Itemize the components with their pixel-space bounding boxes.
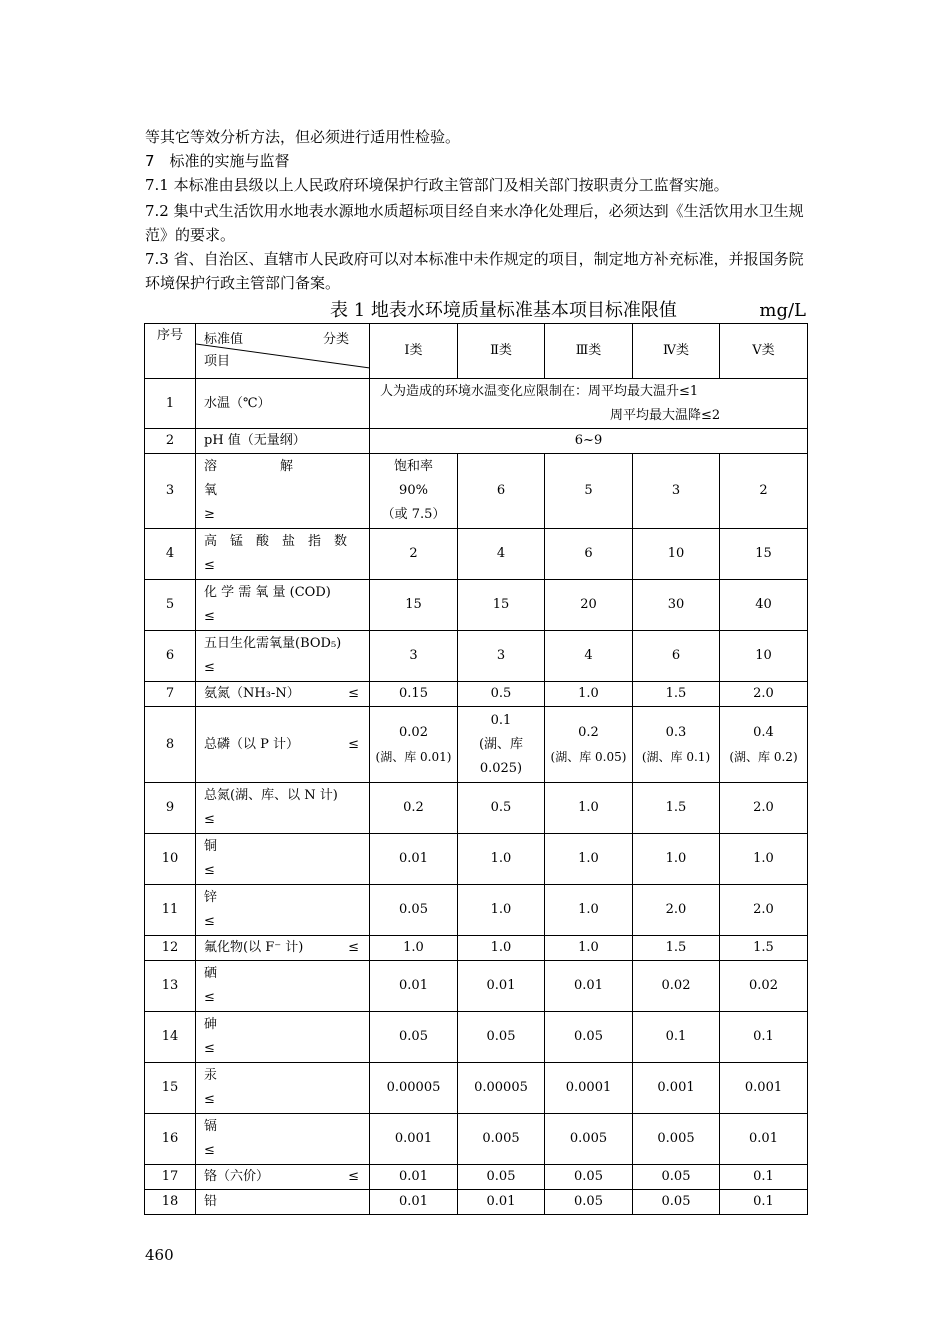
value-cell: 0.02 (720, 961, 808, 1012)
comparison-symbol: ≤ (348, 736, 359, 752)
row-seq: 3 (145, 454, 196, 529)
value-cell: 1.0 (458, 885, 545, 936)
value-cell: 4 (458, 529, 545, 580)
table-header-row (145, 324, 808, 379)
paragraph-continuation: 等其它等效分析方法，但必须进行适用性检验。 (145, 128, 461, 146)
item-name: 总磷（以 P 计） (204, 736, 300, 752)
value-cell: 15 (370, 580, 458, 631)
value-cell: 20 (545, 580, 633, 631)
value-cell: 0.05 (458, 1165, 545, 1190)
value-cell: 1.5 (720, 936, 808, 961)
row-item: 水温（℃） (196, 379, 370, 429)
value-cell: 0.1 (720, 1165, 808, 1190)
item-name: 硒 (204, 966, 218, 981)
standards-table (144, 323, 808, 1215)
value-cell: 2.0 (633, 885, 720, 936)
value-cell: 0.05 (370, 885, 458, 936)
row-item (196, 885, 370, 936)
value-cell: 10 (720, 631, 808, 682)
value-cell: 2 (370, 529, 458, 580)
row-item (196, 580, 370, 631)
value-line: (湖、库 0.05) (550, 749, 627, 764)
value-cell: 2 (720, 454, 808, 529)
value-cell: 6 (633, 631, 720, 682)
row-item (196, 1012, 370, 1063)
row-seq: 13 (145, 961, 196, 1012)
value-cell (633, 707, 720, 783)
comparison-symbol: ≤ (204, 812, 215, 827)
table-row (145, 454, 808, 529)
value-cell: 0.2 (370, 783, 458, 834)
temp-rise-limit: 人为造成的环境水温变化应限制在：周平均最大温升≤1 (380, 383, 699, 399)
value-cell: 0.05 (633, 1165, 720, 1190)
row-seq: 2 (145, 429, 196, 454)
diagonal-header-cell (196, 324, 370, 379)
table-unit: mg/L (759, 300, 806, 321)
value-cell: 4 (545, 631, 633, 682)
table-row (145, 1012, 808, 1063)
table-row (145, 961, 808, 1012)
value-cell: 0.00005 (370, 1063, 458, 1114)
value-cell: 6 (458, 454, 545, 529)
value-cell: 0.05 (633, 1190, 720, 1215)
value-cell: 0.05 (370, 1012, 458, 1063)
category-label: 分类 (322, 332, 349, 347)
row-item (196, 454, 370, 529)
value-cell: 1.0 (633, 834, 720, 885)
value-cell: 0.005 (545, 1114, 633, 1165)
item-name: 五日生化需氧量(BOD₅) (204, 636, 342, 651)
value-cell: 0.15 (370, 682, 458, 707)
value-line: 0.025) (479, 760, 523, 776)
value-cell: 0.01 (370, 1190, 458, 1215)
table-row (145, 379, 808, 429)
value-cell: 0.5 (458, 682, 545, 707)
value-cell: 1.0 (545, 885, 633, 936)
value-cell: 0.01 (370, 1165, 458, 1190)
row-seq: 9 (145, 783, 196, 834)
table-row (145, 631, 808, 682)
value-cell: 0.00005 (458, 1063, 545, 1114)
value-cell: 30 (633, 580, 720, 631)
value-cell: 0.001 (633, 1063, 720, 1114)
value-cell: 1.0 (545, 936, 633, 961)
table-row (145, 529, 808, 580)
value-line: (湖、库 (478, 736, 524, 752)
value-cell (370, 707, 458, 783)
row-item: 铅 (196, 1190, 370, 1215)
value-cell: 3 (370, 631, 458, 682)
row-item (196, 529, 370, 580)
item-name: 铜 (204, 839, 218, 854)
value-cell: 5 (545, 454, 633, 529)
item-name: 氟化物(以 F⁻ 计) (204, 940, 304, 955)
page-number: 460 (145, 1246, 174, 1264)
value-line: (湖、库 0.2) (729, 749, 798, 764)
value-cell: 1.0 (370, 936, 458, 961)
value-cell: 1.5 (633, 682, 720, 707)
comparison-symbol: ≥ (204, 507, 215, 522)
seq-header: 序号 (145, 324, 196, 379)
comparison-symbol: ≤ (204, 914, 215, 929)
table-row (145, 682, 808, 707)
row-item (196, 783, 370, 834)
table-row (145, 1063, 808, 1114)
item-name: 汞 (204, 1068, 218, 1083)
comparison-symbol: ≤ (348, 686, 359, 701)
value-cell: 1.0 (545, 834, 633, 885)
comparison-symbol: ≤ (204, 609, 215, 624)
row-seq: 6 (145, 631, 196, 682)
class-header: Ⅴ类 (720, 324, 808, 379)
value-cell: 0.01 (545, 961, 633, 1012)
value-cell: 1.0 (458, 834, 545, 885)
value-line: 0.1 (490, 712, 512, 728)
row-seq: 1 (145, 379, 196, 429)
value-cell: 0.05 (545, 1190, 633, 1215)
class-header: Ⅲ类 (545, 324, 633, 379)
value-cell: 0.1 (633, 1012, 720, 1063)
row-item: pH 值（无量纲） (196, 429, 370, 454)
value-cell: 0.1 (720, 1190, 808, 1215)
value-cell: 2.0 (720, 885, 808, 936)
value-cell: 2.0 (720, 783, 808, 834)
value-cell: 40 (720, 580, 808, 631)
table-row (145, 1114, 808, 1165)
table-row (145, 834, 808, 885)
value-cell: 10 (633, 529, 720, 580)
value-cell: 3 (633, 454, 720, 529)
row-seq: 7 (145, 682, 196, 707)
value-cell: 0.005 (458, 1114, 545, 1165)
row-seq: 14 (145, 1012, 196, 1063)
class-header: Ⅱ类 (458, 324, 545, 379)
comparison-symbol: ≤ (348, 940, 359, 955)
value-line: (湖、库 0.01) (375, 749, 452, 764)
row-item (196, 1114, 370, 1165)
item-name: 氨氮（NH₃-N） (204, 686, 300, 701)
value-cell: 0.0001 (545, 1063, 633, 1114)
section-heading: 7 标准的实施与监督 (145, 152, 290, 170)
item-name: 化 学 需 氧 量 (COD) (204, 585, 331, 600)
value-cell: 0.001 (370, 1114, 458, 1165)
table-row (145, 885, 808, 936)
comparison-symbol: ≤ (204, 558, 215, 573)
table-title: 表 1 地表水环境质量标准基本项目标准限值 (330, 300, 677, 321)
value-line: （或 7.5） (381, 507, 446, 522)
table-row (145, 1165, 808, 1190)
ph-range: 6~9 (370, 429, 808, 454)
row-item (196, 631, 370, 682)
value-cell: 0.01 (720, 1114, 808, 1165)
row-item (196, 707, 370, 783)
row-item (196, 1165, 370, 1190)
value-cell: 2.0 (720, 682, 808, 707)
item-name: 锌 (204, 890, 218, 905)
table-row (145, 783, 808, 834)
value-cell: 6 (545, 529, 633, 580)
comparison-symbol: ≤ (204, 1092, 215, 1107)
comparison-symbol: ≤ (348, 1169, 359, 1184)
comparison-symbol: ≤ (204, 1041, 215, 1056)
row-seq: 12 (145, 936, 196, 961)
value-cell: 0.01 (458, 961, 545, 1012)
value-cell: 0.5 (458, 783, 545, 834)
row-item (196, 936, 370, 961)
value-cell: 0.05 (545, 1012, 633, 1063)
value-cell: 15 (720, 529, 808, 580)
value-cell (545, 707, 633, 783)
row-item (196, 961, 370, 1012)
value-line: 0.2 (578, 724, 599, 740)
row-item (196, 682, 370, 707)
value-cell (720, 707, 808, 783)
item-name: 溶 解 氧 (204, 459, 357, 498)
value-cell: 1.0 (720, 834, 808, 885)
row-item (196, 834, 370, 885)
paragraph-7-2: 7.2 集中式生活饮用水地表水源地水质超标项目经自来水净化处理后，必须达到《生活饮用水卫生规范》的要求。 (145, 202, 804, 244)
table-row (145, 1190, 808, 1215)
row-seq: 15 (145, 1063, 196, 1114)
item-name: 总氮(湖、库、以 N 计) (204, 788, 338, 803)
table-row (145, 936, 808, 961)
class-header: Ⅰ类 (370, 324, 458, 379)
value-cell: 1.5 (633, 783, 720, 834)
table-row (145, 429, 808, 454)
comparison-symbol: ≤ (204, 660, 215, 675)
row-item (196, 1063, 370, 1114)
value-cell: 3 (458, 631, 545, 682)
item-name: 砷 (204, 1017, 218, 1032)
value-cell: 0.05 (458, 1012, 545, 1063)
row-seq: 8 (145, 707, 196, 783)
row-seq: 18 (145, 1190, 196, 1215)
item-label: 项目 (204, 354, 231, 369)
value-line: 0.4 (753, 724, 774, 740)
value-cell (370, 454, 458, 529)
value-cell: 0.01 (458, 1190, 545, 1215)
value-line: (湖、库 0.1) (641, 749, 711, 764)
value-cell: 15 (458, 580, 545, 631)
value-cell: 1.5 (633, 936, 720, 961)
class-header: Ⅳ类 (633, 324, 720, 379)
value-cell: 0.001 (720, 1063, 808, 1114)
value-cell: 0.01 (370, 961, 458, 1012)
temp-fall-limit: 周平均最大温降≤2 (610, 407, 721, 423)
standard-value-label: 标准值 (204, 332, 244, 347)
value-cell: 0.02 (633, 961, 720, 1012)
row-seq: 16 (145, 1114, 196, 1165)
value-cell: 0.005 (633, 1114, 720, 1165)
row-seq: 17 (145, 1165, 196, 1190)
item-name: 铬（六价） (204, 1169, 270, 1184)
value-line: 0.02 (399, 724, 428, 740)
value-cell: 0.1 (720, 1012, 808, 1063)
value-line: 0.3 (665, 724, 687, 740)
paragraph-7-3: 7.3 省、自治区、直辖市人民政府可以对本标准中未作规定的项目，制定地方补充标准，并报国务院环境保护行政主管部门备案。 (145, 250, 804, 292)
comparison-symbol: ≤ (204, 863, 215, 878)
value-cell: 1.0 (545, 682, 633, 707)
table-row (145, 707, 808, 783)
row-seq: 10 (145, 834, 196, 885)
table-row (145, 580, 808, 631)
paragraph-7-1: 7.1 本标准由县级以上人民政府环境保护行政主管部门及相关部门按职责分工监督实施。 (145, 176, 729, 194)
row-seq: 5 (145, 580, 196, 631)
value-cell (458, 707, 545, 783)
row-seq: 11 (145, 885, 196, 936)
value-cell: 1.0 (458, 936, 545, 961)
value-cell: 1.0 (545, 783, 633, 834)
comparison-symbol: ≤ (204, 1143, 215, 1158)
water-temp-limit (370, 379, 808, 429)
comparison-symbol: ≤ (204, 990, 215, 1005)
row-seq: 4 (145, 529, 196, 580)
value-line: 饱和率 (393, 459, 433, 474)
item-name: 高 锰 酸 盐 指 数 (204, 534, 348, 549)
value-cell: 0.01 (370, 834, 458, 885)
item-name: 镉 (204, 1119, 218, 1134)
value-cell: 0.05 (545, 1165, 633, 1190)
value-line: 90% (399, 483, 428, 498)
